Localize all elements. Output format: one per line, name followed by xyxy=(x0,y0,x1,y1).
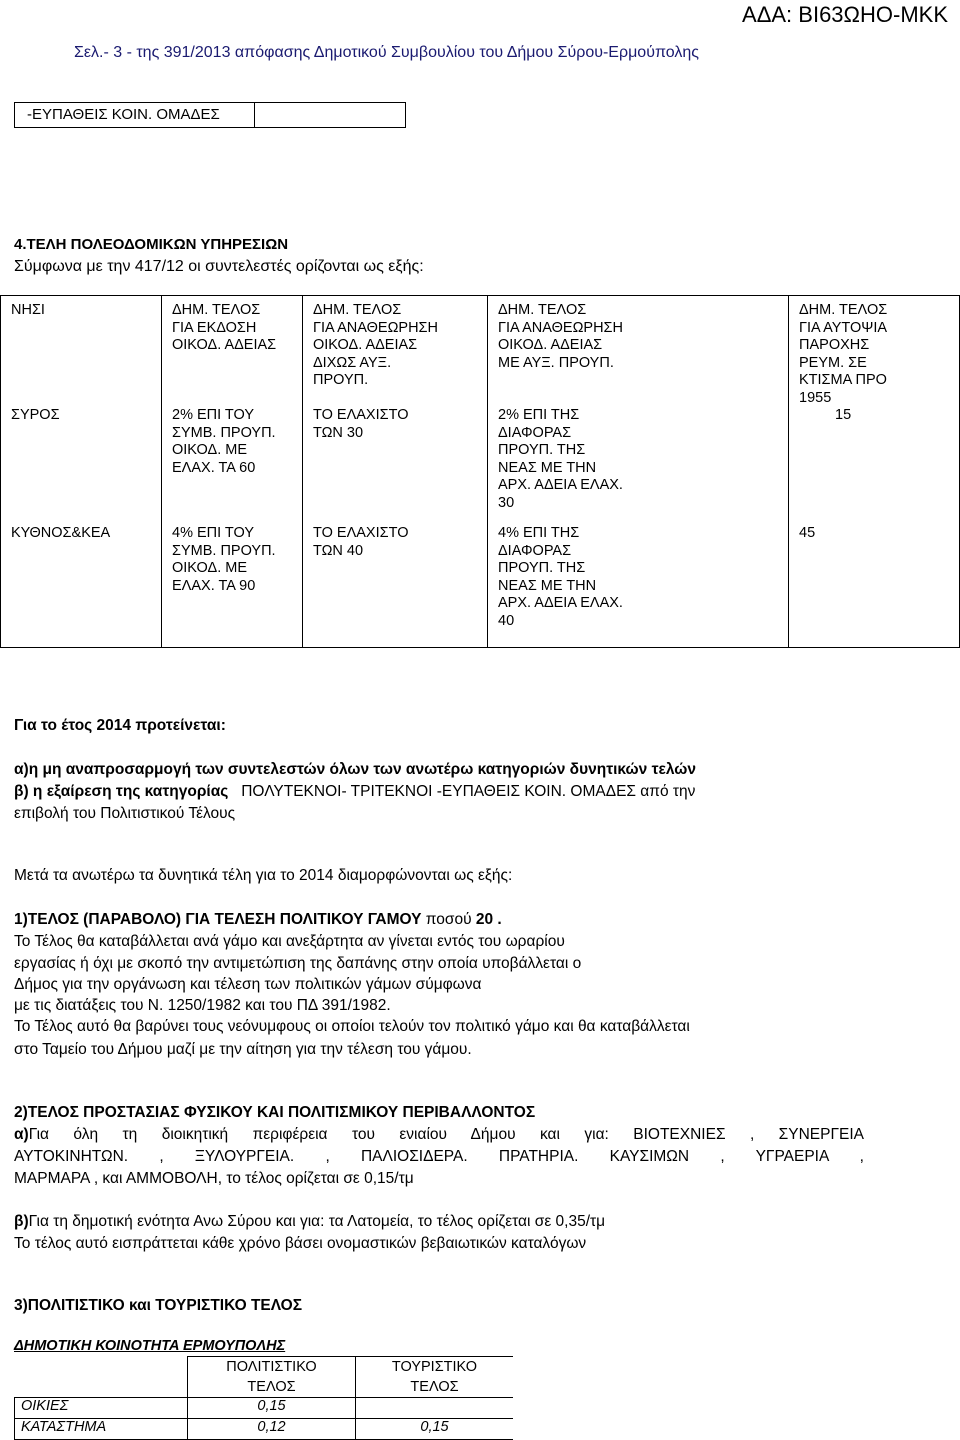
section-2-a-line2: ΑΥΤΟΚΙΝΗΤΩΝ. , ΞΥΛΟΥΡΓΕΙΑ. , ΠΑΛΙΟΣΙΔΕΡΑ. ΠΡΑΤΗΡΙΑ. ΚΑΥΣΙΜΩΝ , ΥΓΡΑΕΡΙΑ , xyxy=(14,1148,864,1165)
proposal-b-line2: επιβολή του Πολιτιστικού Τέλους xyxy=(14,805,236,822)
col-island-header: ΝΗΣΙ xyxy=(11,302,45,318)
row-island: ΣΥΡΟΣ xyxy=(11,407,60,423)
table-row xyxy=(1,407,960,525)
table-row xyxy=(15,1398,514,1419)
table-row xyxy=(15,1419,514,1440)
section-2-b-line2: Το τέλος αυτό εισπράττεται κάθε χρόνο βάσει ονομαστικών βεβαιωτικών καταλόγων xyxy=(14,1235,587,1252)
col-revision-header: ΔΗΜ. ΤΕΛΟΣ ΓΙΑ ΑΝΑΘΕΩΡΗΣΗ ΟΙΚΟΔ. ΑΔΕΙΑΣ ΔΙΧΩΣ ΑΥΞ. ΠΡΟΥΠ. xyxy=(313,302,438,388)
section-1-rest: ποσού xyxy=(421,911,476,928)
section-3-title: 3)ΠΟΛΙΤΙΣΤΙΚΟ και ΤΟΥΡΙΣΤΙΚΟ ΤΕΛΟΣ xyxy=(14,1297,303,1314)
table-cell xyxy=(1,296,162,408)
row-inspection: 45 xyxy=(799,525,816,541)
section-1-title xyxy=(14,910,502,930)
row-revision: ΤΟ ΕΛΑΧΙΣΤΟ ΤΩΝ 30 xyxy=(313,407,409,441)
table-cell xyxy=(303,407,488,525)
table-cell xyxy=(303,296,488,408)
page-header: Σελ.- 3 - της 391/2013 απόφασης Δημοτικού Συμβουλίου του Δήμου Σύρου-Ερμούπολης xyxy=(74,44,699,61)
row-revision: ΤΟ ΕΛΑΧΙΣΤΟ ΤΩΝ 40 xyxy=(313,525,409,559)
year-proposal-heading: Για το έτος 2014 προτείνεται: xyxy=(14,717,226,734)
section-box xyxy=(14,102,255,128)
table-cell xyxy=(303,525,488,648)
proposal-b-bold: β) η εξαίρεση της κατηγορίας xyxy=(14,783,229,800)
section-box-label: -ΕΥΠΑΘΕΙΣ ΚΟΙΝ. ΟΜΑΔΕΣ xyxy=(27,106,220,123)
table-cell xyxy=(162,296,303,408)
section-1-bold: 1)ΤΕΛΟΣ (ΠΑΡΑΒΟΛΟ) ΓΙΑ ΤΕΛΕΣΗ ΠΟΛΙΤΙΚΟΥ ΓΑΜΟΥ xyxy=(14,911,422,928)
section-2-a-line1 xyxy=(14,1125,864,1145)
col-revision-increase-header: ΔΗΜ. ΤΕΛΟΣ ΓΙΑ ΑΝΑΘΕΩΡΗΣΗ ΟΙΚΟΔ. ΑΔΕΙΑΣ ΜΕ ΑΥΞ. ΠΡΟΥΠ. xyxy=(498,302,623,371)
ada-code: ΑΔΑ: ΒΙ63ΩΗΟ-ΜΚΚ xyxy=(742,2,948,27)
col-issue-header: ΔΗΜ. ΤΕΛΟΣ ΓΙΑ ΕΚΔΟΣΗ ΟΙΚΟΔ. ΑΔΕΙΑΣ xyxy=(172,302,277,353)
col-inspection-header: ΔΗΜ. ΤΕΛΟΣ ΓΙΑ ΑΥΤΟΨΙΑ ΠΑΡΟΧΗΣ ΡΕΥΜ. ΣΕ ΚΤΙΣΜΑ ΠΡΟ 1955 xyxy=(799,302,888,406)
table-cell xyxy=(488,407,789,525)
col-cultural-header: ΠΟΛΙΤΙΣΤΙΚΟ ΤΕΛΟΣ xyxy=(188,1357,356,1398)
row-issue: 4% ΕΠΙ ΤΟΥ ΣΥΜΒ. ΠΡΟΥΠ. ΟΙΚΟΔ. ΜΕ ΕΛΑΧ. ΤΑ 90 xyxy=(172,525,276,594)
section-4-subtitle: Σύμφωνα με την 417/12 οι συντελεστές ορίζονται ως εξής: xyxy=(14,258,424,275)
proposal-b xyxy=(14,782,695,802)
row-tourist: 0,15 xyxy=(356,1419,514,1440)
table-cell xyxy=(15,1357,188,1398)
section-1-line: με τις διατάξεις του Ν. 1250/1982 και του ΠΔ 391/1982. xyxy=(14,997,391,1014)
section-2-a-marker: α) xyxy=(14,1126,29,1143)
section-2-b-text: Για τη δημοτική ενότητα Ανω Σύρου και για: τα Λατομεία, το τέλος ορίζεται σε 0,35/τμ xyxy=(28,1213,606,1230)
section-2-a-text: Για όλη τη διοικητική περιφέρεια του ενιαίου Δήμου και για: ΒΙΟΤΕΧΝΙΕΣ , ΣΥΝΕΡΓΕΙΑ xyxy=(28,1126,864,1143)
section-1-line: εργασίας ή όχι με σκοπό την αντιμετώπιση της δαπάνης στην οποία υποβάλλεται ο xyxy=(14,955,582,972)
table-cell xyxy=(789,296,960,408)
table-cell xyxy=(162,525,303,648)
table-cell xyxy=(789,525,960,648)
section-3-subtitle: ΔΗΜΟΤΙΚΗ ΚΟΙΝΟΤΗΤΑ ΕΡΜΟΥΠΟΛΗΣ xyxy=(14,1338,286,1354)
row-label: ΟΙΚΙΕΣ xyxy=(15,1398,188,1419)
table-row xyxy=(15,1357,514,1398)
section-1-amount: 20 . xyxy=(475,911,502,928)
section-1-line: Δήμος για την οργάνωση και τέλεση των πολιτικών γάμων σύμφωνα xyxy=(14,976,482,993)
table-cell xyxy=(789,407,960,525)
section-2-b-line1 xyxy=(14,1212,605,1232)
row-cultural: 0,15 xyxy=(188,1398,356,1419)
row-revision-increase: 4% ΕΠΙ ΤΗΣ ΔΙΑΦΟΡΑΣ ΠΡΟΥΠ. ΤΗΣ ΝΕΑΣ ΜΕ ΤΗΝ ΑΡΧ. ΑΔΕΙΑ ΕΛΑΧ. 40 xyxy=(498,525,623,629)
table-cell xyxy=(162,407,303,525)
proposal-b-rest: ΠΟΛΥΤΕΚΝΟΙ- ΤΡΙΤΕΚΝΟΙ -ΕΥΠΑΘΕΙΣ ΚΟΙΝ. ΟΜΑΔΕΣ από την xyxy=(241,783,696,800)
section-box-empty-cell xyxy=(254,102,406,128)
row-tourist xyxy=(356,1398,514,1419)
row-revision-increase: 2% ΕΠΙ ΤΗΣ ΔΙΑΦΟΡΑΣ ΠΡΟΥΠ. ΤΗΣ ΝΕΑΣ ΜΕ ΤΗΝ ΑΡΧ. ΑΔΕΙΑ ΕΛΑΧ. 30 xyxy=(498,407,623,511)
cultural-tourist-table xyxy=(14,1356,513,1440)
after-text: Μετά τα ανωτέρω τα δυνητικά τέλη για το 2014 διαμορφώνονται ως εξής: xyxy=(14,867,513,884)
rates-table-grid xyxy=(0,295,960,648)
section-2-title: 2)ΤΕΛΟΣ ΠΡΟΣΤΑΣΙΑΣ ΦΥΣΙΚΟΥ ΚΑΙ ΠΟΛΙΤΙΣΜΙΚΟΥ ΠΕΡΙΒΑΛΛΟΝΤΟΣ xyxy=(14,1104,536,1121)
section-2-a-line3: ΜΑΡΜΑΡΑ , και ΑΜΜΟΒΟΛΗ, το τέλος ορίζεται σε 0,15/τμ xyxy=(14,1170,414,1187)
section-2-b-marker: β) xyxy=(14,1213,29,1230)
section-1-line: Το Τέλος θα καταβάλλεται ανά γάμο και ανεξάρτητα αν γίνεται εντός του ωραρίου xyxy=(14,933,565,950)
table-cell xyxy=(488,296,789,408)
table-cell xyxy=(1,525,162,648)
proposal-a: α)η μη αναπροσαρμογή των συντελεστών όλων των ανωτέρω κατηγοριών δυνητικών τελών xyxy=(14,761,696,778)
row-island: ΚΥΘΝΟΣ&ΚΕΑ xyxy=(11,525,111,541)
col-tourist-header: ΤΟΥΡΙΣΤΙΚΟ ΤΕΛΟΣ xyxy=(356,1357,514,1398)
table-row xyxy=(1,296,960,408)
table-cell xyxy=(1,407,162,525)
table-cell xyxy=(488,525,789,648)
section-1-line: Το Τέλος αυτό θα βαρύνει τους νεόνυμφους οι οποίοι τελούν τον πολιτικό γάμο και θα καταβάλλεται xyxy=(14,1018,690,1035)
row-inspection: 15 xyxy=(835,407,852,423)
row-label: ΚΑΤΑΣΤΗΜΑ xyxy=(15,1419,188,1440)
section-4-title: 4.ΤΕΛΗ ΠΟΛΕΟΔΟΜΙΚΩΝ ΥΠΗΡΕΣΙΩΝ xyxy=(14,236,289,253)
section-1-line: στο Ταμείο του Δήμου μαζί με την αίτηση για την τέλεση του γάμου. xyxy=(14,1041,472,1058)
row-cultural: 0,12 xyxy=(188,1419,356,1440)
row-issue: 2% ΕΠΙ ΤΟΥ ΣΥΜΒ. ΠΡΟΥΠ. ΟΙΚΟΔ. ΜΕ ΕΛΑΧ. ΤΑ 60 xyxy=(172,407,276,476)
table-row xyxy=(1,525,960,648)
